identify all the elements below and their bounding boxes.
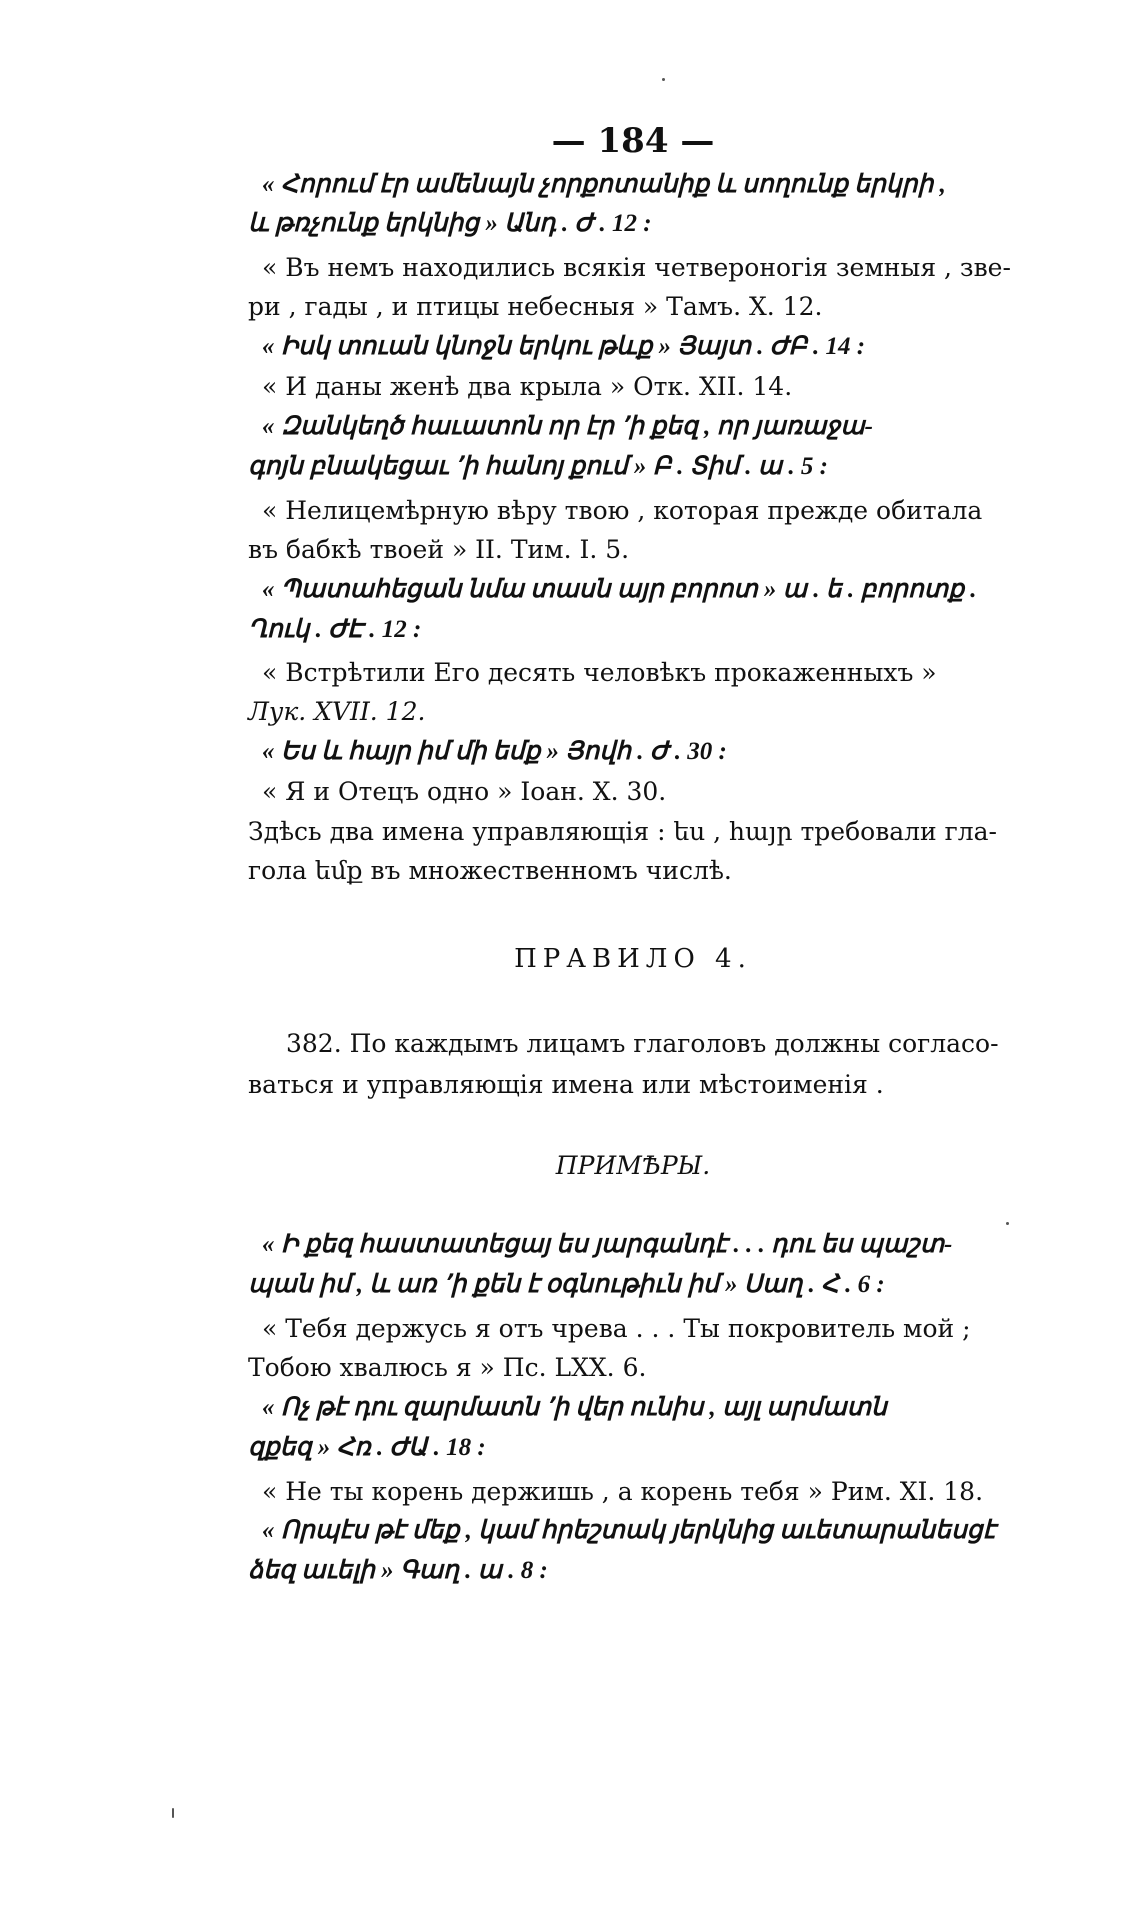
example-line: « Не ты корень держишь , а корень тебя » Рим. XI. 18.	[262, 1477, 984, 1506]
paper-speck	[172, 1808, 174, 1818]
text-line: гола եմք въ множественномъ числѣ.	[248, 856, 732, 885]
rule-heading: ПРАВИЛО 4.	[514, 944, 752, 974]
text-line: « Въ немъ находились всякія четвероногія земныя , зве-	[262, 253, 1011, 282]
text-line: « Я и Отецъ одно » Іоан. X. 30.	[262, 777, 667, 806]
text-line: « Ես և հայր իմ մի եմք » Յովհ . Ժ . 30 :	[262, 738, 727, 765]
text-line: « Встрѣтили Его десять человѣкъ прокаженныхъ »	[262, 658, 937, 687]
paper-speck	[1006, 1222, 1009, 1225]
text-line: ри , гады , и птицы небесныя » Тамъ. X. 12.	[248, 292, 823, 321]
text-line: և թռչունք երկնից » Անդ . Ժ . 12 :	[248, 210, 652, 237]
page-number: — 184 —	[551, 121, 715, 161]
text-line: « Զանկեղծ հաւատոն որ էր ՚ի քեզ , որ յառաջա-	[262, 413, 873, 440]
text-line: Лук. XVII. 12.	[248, 697, 426, 726]
example-line: « Ոչ թէ դու զարմատն ՚ի վեր ունիս , այլ արմատն	[262, 1394, 887, 1421]
rule-line: ваться и управляющія имена или мѣстоименія .	[248, 1070, 884, 1099]
examples-heading: ПРИМѢРЫ.	[555, 1151, 711, 1180]
text-line: « Իսկ տուան կնոջն երկու թևք » Յայտ . ԺԲ . 14 :	[262, 333, 866, 360]
text-line: Ղուկ . ԺԷ . 12 :	[248, 616, 422, 643]
text-line: գոյն բնակեցաւ ՚ի հանոյ քում » Բ . Տիմ . ա . 5 :	[248, 453, 828, 480]
text-line: « Հորում էր ամենայն չորքոտանիք և սողունք երկրի ,	[262, 171, 946, 198]
example-line: ձեզ աւելի » Գաղ . ա . 8 :	[248, 1557, 548, 1584]
example-line: « Ի քեզ հաստատեցայ ես յարգանդէ . . . դու ես պաշտ-	[262, 1231, 953, 1258]
example-line: զքեզ » Հռ . ԺԱ . 18 :	[248, 1434, 486, 1461]
example-line: պան իմ , և առ ՚ի քեն է օգնութիւն իմ » Սաղ . Հ . 6 :	[248, 1271, 885, 1298]
text-line: Здѣсь два имена управляющія : ես , հայր требовали гла-	[248, 817, 997, 846]
text-line: « Нелицемѣрную вѣру твою , которая прежде обитала	[262, 496, 983, 525]
rule-line: 382. По каждымъ лицамъ глаголовъ должны согласо-	[286, 1029, 999, 1058]
example-line: « Тебя держусь я отъ чрева . . . Ты покровитель мой ;	[262, 1314, 971, 1343]
example-line: Тобою хвалюсь я » Пс. LXX. 6.	[248, 1353, 647, 1382]
text-line: въ бабкѣ твоей » II. Тим. I. 5.	[248, 535, 630, 564]
text-line: « И даны женѣ два крыла » Отк. XII. 14.	[262, 372, 793, 401]
example-line: « Որպէս թէ մեք , կամ հրեշտակ յերկնից աւետարանեսցէ	[262, 1517, 996, 1544]
paper-speck	[662, 78, 665, 81]
text-line: « Պատահեցան նմա տասն այր բորոտ » ա . ե . բորոտք .	[262, 576, 977, 603]
